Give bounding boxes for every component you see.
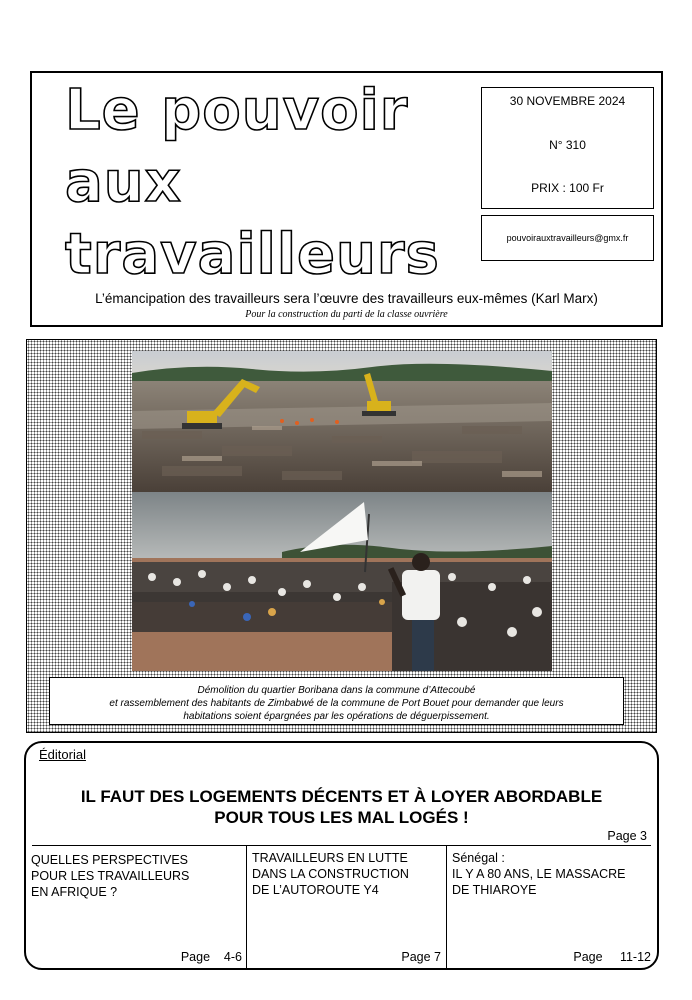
newspaper-title-line-1: Le pouvoir [65, 78, 409, 143]
masthead [30, 71, 663, 327]
issue-info-box [481, 87, 654, 209]
teaser-page-ref: Page 7 [401, 950, 441, 964]
caption-line-3: habitations soient épargnées par les opérations de déguerpissement. [183, 711, 490, 722]
photo-caption [49, 677, 624, 725]
editorial-tag[interactable]: Éditorial [39, 747, 86, 762]
issue-number: N° 310 [549, 138, 586, 152]
sub-motto: Pour la construction du parti de la classe ouvrière [245, 309, 448, 320]
issue-price: PRIX : 100 Fr [531, 181, 604, 195]
teaser-page-ref: Page 11-12 [573, 950, 651, 964]
headline-line-2: POUR TOUS LES MAL LOGÉS ! [214, 808, 469, 827]
rally-photo [132, 492, 552, 671]
contact-email: pouvoirauxtravailleurs@gmx.fr [506, 233, 629, 243]
teaser-text: Sénégal : IL Y A 80 ANS, LE MASSACRE DE THIAROYE [452, 851, 626, 897]
editorial-page-ref: Page 3 [607, 829, 647, 843]
teaser-thiaroye[interactable] [447, 846, 657, 970]
newspaper-title-line-3: travailleurs [65, 222, 440, 287]
caption-line-2: et rassemblement des habitants de Zimbabwé de la commune de Port Bouet pour demander que leurs [109, 698, 564, 709]
editorial-headline[interactable] [26, 786, 657, 828]
issue-date: 30 NOVEMBRE 2024 [509, 94, 626, 108]
teaser-page-ref: Page 4-6 [180, 950, 242, 964]
demolition-photo-illustration [132, 351, 552, 492]
contact-email-box [481, 215, 654, 261]
teaser-text: TRAVAILLEURS EN LUTTE DANS LA CONSTRUCTION DE L’AUTOROUTE Y4 [252, 851, 409, 897]
motto: L’émancipation des travailleurs sera l’œuvre des travailleurs eux-mêmes (Karl Marx) [95, 291, 598, 306]
teaser-text: QUELLES PERSPECTIVES POUR LES TRAVAILLEURS EN AFRIQUE ? [31, 853, 190, 899]
caption-line-1: Démolition du quartier Boribana dans la commune d’Attecoubé [197, 685, 476, 696]
teaser-africa-perspectives[interactable] [26, 846, 247, 970]
demolition-photo [132, 351, 552, 492]
editorial-box [24, 741, 659, 970]
newspaper-title-line-2: aux [65, 150, 182, 215]
teaser-highway-workers[interactable] [247, 846, 447, 970]
cover-photo-panel [26, 339, 657, 733]
rally-photo-illustration [132, 492, 552, 671]
headline-line-1: IL FAUT DES LOGEMENTS DÉCENTS ET À LOYER ABORDABLE [80, 787, 603, 806]
